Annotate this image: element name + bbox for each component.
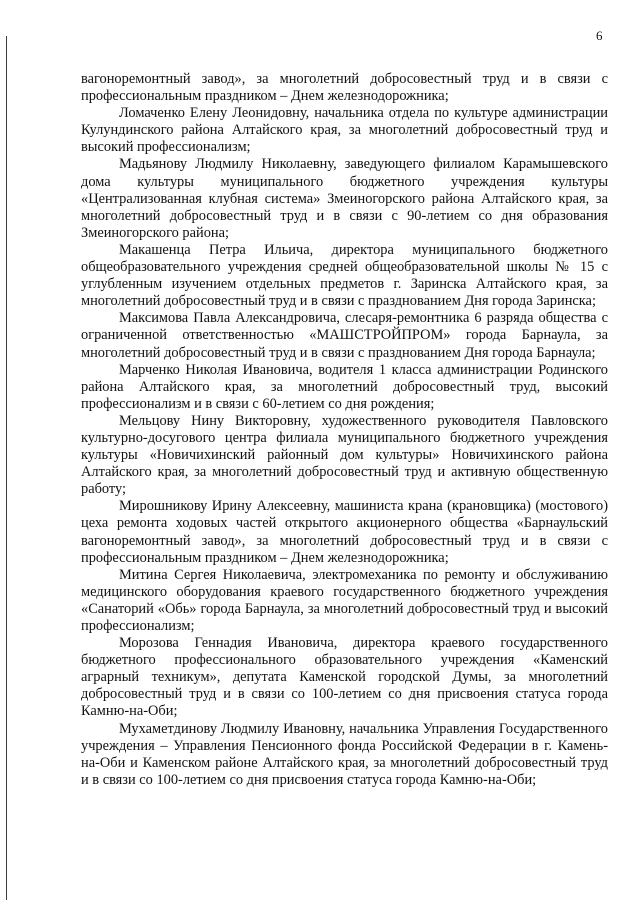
paragraph-madyanova: Мадьянову Людмилу Николаевну, заведующего филиалом Карамышевского дома культуры муниципального бюджетного учреждения культуры «Централизованная клубная система» Змеиногорского района Алтайского края, за многолетний добросовестный труд и в связи с 90-летием со дня образования Змеиногорского района; bbox=[81, 156, 608, 241]
paragraph-lomachenko: Ломаченко Елену Леонидовну, начальника отдела по культуре администрации Кулундинского района Алтайского края, за многолетний добросовестный труд и высокий профессионализм; bbox=[81, 105, 608, 156]
paragraph-miroshnikova: Мирошникову Ирину Алексеевну, машиниста крана (крановщика) (мостового) цеха ремонта ходовых частей открытого акционерного общества «Барнаульский вагоноремонтный завод», за многолетний добросовестный труд и в связи с профессиональным праздником – Днем железнодорожника; bbox=[81, 498, 608, 566]
paragraph-mukhametdinova: Мухаметдинову Людмилу Ивановну, начальника Управления Государственного учреждения – Управления Пенсионного фонда Российской Федерации в г. Камень-на-Оби и Каменском районе Алтайского края, за многолетний добросовестный труд и в связи со 100-летием со дня присвоения статуса города Камню-на-Оби; bbox=[81, 720, 608, 788]
paragraph-maksimov: Максимова Павла Александровича, слесаря-ремонтника 6 разряда общества с ограниченной ответственностью «МАШСТРОЙПРОМ» города Барнаула, за многолетний добросовестный труд и в связи с празднованием Дня города Барнаула; bbox=[81, 310, 608, 361]
page-number: 6 bbox=[596, 28, 603, 43]
paragraph-mitin: Митина Сергея Николаевича, электромеханика по ремонту и обслуживанию медицинского оборудования краевого государственного бюджетного учреждения «Санаторий «Обь» города Барнаула, за многолетний добросовестный труд и высокий профессионализм; bbox=[81, 566, 608, 634]
document-body bbox=[81, 71, 608, 789]
paragraph-marchenko: Марченко Николая Ивановича, водителя 1 класса администрации Родинского района Алтайского края, за многолетний добросовестный труд, высокий профессионализм и в связи с 60-летием со дня рождения; bbox=[81, 361, 608, 412]
paragraph-makashenets: Макашенца Петра Ильича, директора муниципального бюджетного общеобразовательного учреждения средней общеобразовательной школы № 15 с углубленным изучением отдельных предметов г. Заринска Алтайского края, за многолетний добросовестный труд и в связи с празднованием Дня города Заринска; bbox=[81, 241, 608, 310]
paragraph-continuation: вагоноремонтный завод», за многолетний добросовестный труд и в связи с профессиональным праздником – Днем железнодорожника; bbox=[81, 71, 608, 105]
paragraph-morozov: Морозова Геннадия Ивановича, директора краевого государственного бюджетного профессионального образовательного учреждения «Каменский аграрный техникум», депутата Каменской городской Думы, за многолетний добросовестный труд и в связи со 100-летием со дня присвоения статуса города Камню-на-Оби; bbox=[81, 635, 608, 720]
left-margin-line bbox=[6, 36, 7, 900]
paragraph-meltsova: Мельцову Нину Викторовну, художественного руководителя Павловского культурно-досугового центра филиала муниципального бюджетного учреждения культуры «Новичихинский районный дом культуры» Новичихинского района Алтайского края, за многолетний добросовестный труд и активную общественную работу; bbox=[81, 412, 608, 498]
